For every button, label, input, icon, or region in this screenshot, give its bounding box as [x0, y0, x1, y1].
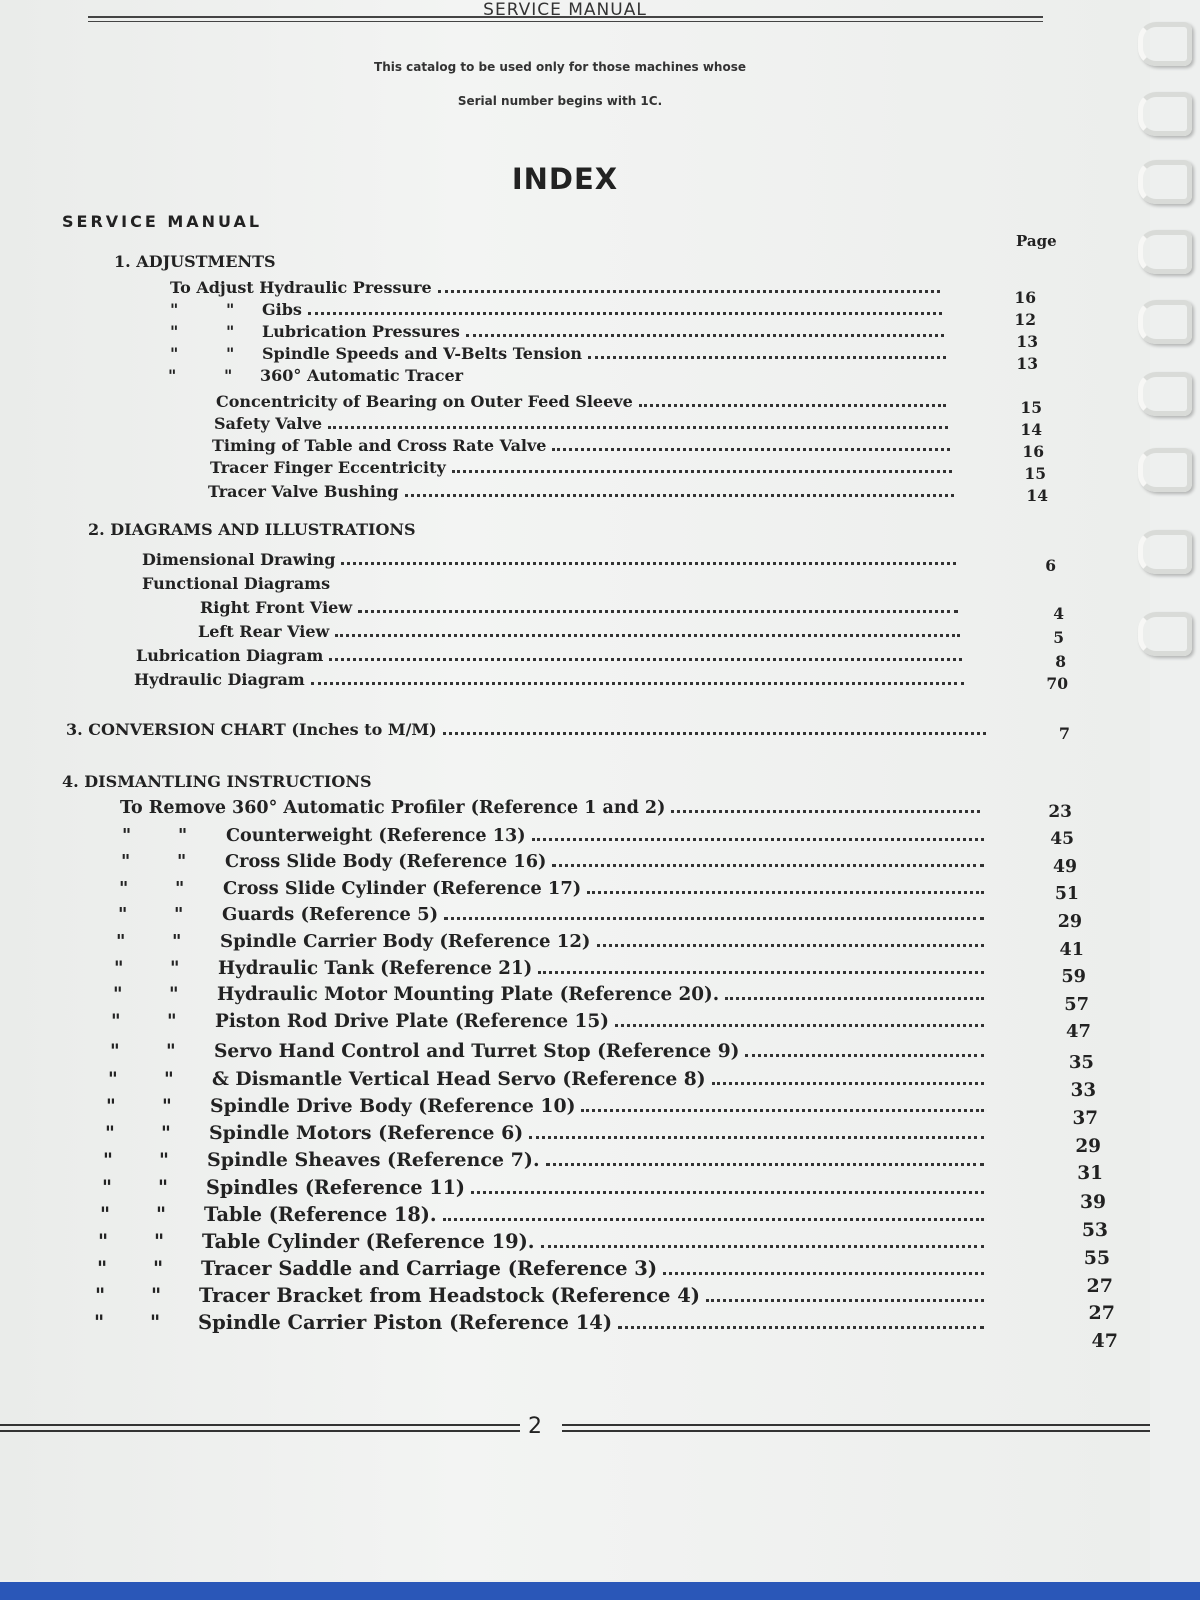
entry-label: Spindle Sheaves (Reference 7). [207, 1149, 540, 1171]
page-ref: 47 [1091, 1330, 1118, 1352]
binding-coil [1138, 160, 1192, 204]
ditto-mark: " [170, 344, 179, 363]
ditto-mark: " [111, 1011, 121, 1032]
ditto-mark: " [156, 1203, 167, 1226]
page-ref: 57 [1064, 994, 1089, 1015]
dot-leader [532, 828, 984, 841]
index-entry [210, 458, 952, 477]
ditto-mark: " [116, 931, 126, 952]
index-entry [170, 300, 942, 319]
index-entry [98, 1230, 984, 1253]
index-entry [122, 825, 984, 846]
index-entry [170, 278, 940, 297]
notice-line-2: Serial number begins with 1C. [457, 94, 663, 108]
index-entry [106, 1095, 984, 1117]
index-entry [103, 1149, 984, 1171]
index-entry [108, 1068, 984, 1090]
page-ref: 13 [1016, 332, 1038, 351]
entry-label: Lubrication Diagram [136, 646, 324, 665]
ditto-mark: " [169, 984, 179, 1005]
entry-label: Tracer Saddle and Carriage (Reference 3) [201, 1257, 658, 1280]
header-rule [88, 16, 1043, 22]
background-strip [0, 1582, 1200, 1600]
dot-leader [466, 324, 944, 337]
page-ref: 4 [1053, 604, 1064, 623]
index-entry [142, 574, 330, 593]
page-ref: 12 [1014, 310, 1036, 329]
ditto-mark: " [167, 1011, 177, 1032]
entry-label: Table Cylinder (Reference 19). [202, 1230, 535, 1253]
section-heading: 4. DISMANTLING INSTRUCTIONS [62, 772, 372, 791]
ditto-mark: " [102, 1176, 112, 1199]
dot-leader [541, 1235, 984, 1248]
ditto-mark: " [100, 1203, 111, 1226]
binding-coil [1138, 448, 1192, 492]
index-entry [110, 1041, 984, 1062]
entry-label: Tracer Bracket from Headstock (Reference 4) [199, 1284, 701, 1307]
entry-label: Guards (Reference 5) [222, 904, 439, 925]
dot-leader [618, 1316, 984, 1329]
ditto-mark: " [119, 878, 129, 899]
index-entry [114, 958, 984, 979]
page-ref: 5 [1053, 628, 1064, 647]
entry-label: Functional Diagrams [142, 574, 331, 593]
ditto-mark: " [118, 904, 128, 925]
ditto-mark: " [161, 1122, 171, 1144]
section-heading: 2. DIAGRAMS AND ILLUSTRATIONS [88, 520, 416, 539]
ditto-mark: " [175, 878, 185, 899]
entry-label: Counterweight (Reference 13) [226, 825, 526, 846]
entry-label: Spindle Carrier Body (Reference 12) [220, 931, 591, 952]
dot-leader [452, 460, 952, 473]
index-entry [170, 322, 944, 341]
ditto-mark: " [105, 1122, 115, 1144]
dot-leader [308, 302, 942, 315]
dot-leader [615, 1014, 984, 1027]
ditto-mark: " [226, 322, 235, 341]
entry-label: Spindle Speeds and V-Belts Tension [262, 344, 583, 363]
page-ref: 70 [1046, 674, 1068, 693]
page-ref: 14 [1026, 486, 1048, 505]
index-entry [94, 1311, 984, 1334]
ditto-mark: " [226, 300, 235, 319]
ditto-mark: " [106, 1095, 116, 1117]
ditto-mark: " [114, 958, 124, 979]
page-column-label: Page [1016, 232, 1057, 250]
index-entry [134, 670, 964, 689]
dot-leader [671, 800, 980, 813]
entry-label: Table (Reference 18). [204, 1203, 437, 1226]
dot-leader [443, 1208, 984, 1221]
entry-label: Dimensional Drawing [142, 550, 336, 569]
page-ref: 16 [1022, 442, 1044, 461]
dot-leader [546, 1153, 984, 1166]
index-entry [214, 414, 948, 433]
entry-label: Spindle Carrier Piston (Reference 14) [198, 1311, 613, 1334]
ditto-mark: " [121, 851, 131, 872]
ditto-mark: " [226, 344, 235, 363]
page-ref: 15 [1024, 464, 1046, 483]
ditto-mark: " [164, 1068, 174, 1090]
page-ref: 7 [1058, 724, 1070, 743]
dot-leader [328, 416, 948, 429]
page-ref: 47 [1066, 1021, 1091, 1042]
spiral-binding [1140, 0, 1200, 700]
ditto-mark: " [122, 825, 132, 846]
service-manual-label: SERVICE MANUAL [62, 212, 263, 231]
index-entry [116, 931, 984, 952]
index-entry [200, 598, 958, 617]
ditto-mark: " [151, 1284, 162, 1307]
page-ref: 8 [1055, 652, 1066, 671]
page-title: INDEX [511, 162, 619, 196]
dot-leader [552, 854, 984, 867]
entry-label: Tracer Finger Eccentricity [210, 458, 446, 477]
entry-label: Spindles (Reference 11) [206, 1176, 466, 1199]
dot-leader [329, 648, 962, 661]
page-ref: 27 [1088, 1302, 1115, 1324]
ditto-mark: " [166, 1041, 176, 1062]
index-entry [119, 878, 984, 899]
entry-label: Right Front View [200, 598, 353, 617]
index-entry [111, 1011, 984, 1032]
dot-leader [588, 346, 946, 359]
entry-label: To Adjust Hydraulic Pressure [170, 278, 432, 297]
binding-coil [1138, 300, 1192, 344]
page-ref: 37 [1072, 1108, 1098, 1129]
section-heading: 1. ADJUSTMENTS [114, 252, 276, 271]
ditto-mark: " [174, 904, 184, 925]
index-entry [118, 904, 984, 925]
ditto-mark: " [158, 1176, 168, 1199]
entry-label: Gibs [262, 300, 302, 319]
ditto-mark: " [108, 1068, 118, 1090]
index-entry [208, 482, 954, 501]
entry-label: & Dismantle Vertical Head Servo (Reference 8) [212, 1068, 706, 1090]
dot-leader [358, 600, 958, 613]
entry-label: Cross Slide Cylinder (Reference 17) [223, 878, 582, 899]
dot-leader [597, 934, 985, 947]
dot-leader [341, 552, 956, 565]
index-entry [216, 392, 946, 411]
page-ref: 49 [1053, 857, 1077, 877]
page-number: 2 [528, 1414, 542, 1439]
dot-leader [311, 672, 964, 685]
ditto-mark: " [103, 1149, 113, 1171]
index-entry [142, 550, 956, 569]
page-ref: 51 [1054, 884, 1079, 904]
entry-label: Cross Slide Body (Reference 16) [225, 851, 547, 872]
ditto-mark: " [95, 1284, 106, 1307]
index-entry [102, 1176, 984, 1199]
dot-leader [405, 484, 954, 497]
page-ref: 23 [1048, 802, 1072, 822]
ditto-mark: " [170, 322, 179, 341]
dot-leader [663, 1262, 984, 1275]
index-entry [121, 851, 984, 872]
dot-leader [438, 280, 940, 293]
index-entry [170, 344, 946, 363]
ditto-mark: " [172, 931, 182, 952]
page-ref: 31 [1077, 1163, 1103, 1184]
entry-label: Hydraulic Diagram [134, 670, 305, 689]
binding-coil [1138, 372, 1192, 416]
ditto-mark: " [113, 984, 123, 1005]
page-ref: 39 [1080, 1191, 1106, 1213]
dot-leader [587, 881, 984, 894]
page-ref: 16 [1014, 288, 1036, 307]
entry-label: Left Rear View [198, 622, 330, 641]
entry-label: 360° Automatic Tracer [260, 366, 464, 385]
dot-leader [538, 961, 984, 974]
dot-leader [335, 624, 960, 637]
footer-rule-left [0, 1424, 520, 1432]
entry-label: Piston Rod Drive Plate (Reference 15) [215, 1011, 609, 1032]
binding-coil [1138, 92, 1192, 136]
index-entry [198, 622, 960, 641]
dot-leader [552, 438, 950, 451]
entry-label: Safety Valve [214, 414, 323, 433]
entry-label: Servo Hand Control and Turret Stop (Reference 9) [214, 1041, 740, 1062]
entry-label: Tracer Valve Bushing [208, 482, 399, 501]
index-entry [100, 1203, 984, 1226]
entry-label: Hydraulic Motor Mounting Plate (Reference 20). [217, 984, 720, 1005]
footer-rule-right [562, 1424, 1150, 1432]
dot-leader [444, 907, 984, 920]
page-ref: 35 [1068, 1052, 1094, 1073]
ditto-mark: " [168, 366, 177, 385]
dot-leader [725, 987, 984, 1000]
ditto-mark: " [97, 1257, 108, 1280]
page-ref: 29 [1075, 1136, 1101, 1157]
ditto-mark: " [110, 1041, 120, 1062]
section-heading: 3. CONVERSION CHART (Inches to M/M) [66, 720, 437, 739]
ditto-mark: " [177, 851, 187, 872]
dot-leader [471, 1181, 984, 1194]
ditto-mark: " [162, 1095, 172, 1117]
dot-leader [639, 394, 946, 407]
index-entry [212, 436, 950, 455]
binding-coil [1138, 530, 1192, 574]
index-entry [136, 646, 962, 665]
entry-label: Timing of Table and Cross Rate Valve [212, 436, 547, 455]
page-ref: 41 [1059, 939, 1084, 960]
index-entry [120, 798, 980, 818]
entry-label: Hydraulic Tank (Reference 21) [218, 958, 533, 979]
ditto-mark: " [154, 1230, 165, 1253]
index-entry [97, 1257, 984, 1280]
ditto-mark: " [153, 1257, 164, 1280]
running-header: SERVICE MANUAL [483, 0, 647, 20]
page-ref: 29 [1057, 912, 1082, 932]
entry-label: Spindle Motors (Reference 6) [209, 1122, 524, 1144]
page-ref: 53 [1081, 1219, 1108, 1241]
dot-leader [581, 1099, 984, 1112]
dot-leader [443, 722, 986, 735]
index-entry [113, 984, 984, 1005]
page-ref: 6 [1045, 556, 1056, 575]
ditto-mark: " [178, 825, 188, 846]
page-ref: 15 [1020, 398, 1042, 417]
notice-line-1: This catalog to be used only for those machines whose [374, 60, 746, 74]
ditto-mark: " [150, 1311, 161, 1334]
dot-leader [529, 1126, 984, 1139]
index-entry [95, 1284, 984, 1307]
index-entry [105, 1122, 984, 1144]
ditto-mark: " [170, 958, 180, 979]
section-heading-row [66, 720, 986, 739]
entry-label: To Remove 360° Automatic Profiler (Reference 1 and 2) [120, 798, 666, 818]
page-ref: 59 [1061, 966, 1086, 987]
binding-coil [1138, 22, 1192, 66]
entry-label: Lubrication Pressures [262, 322, 460, 341]
dot-leader [712, 1072, 984, 1085]
ditto-mark: " [170, 300, 179, 319]
binding-coil [1138, 230, 1192, 274]
page-ref: 13 [1016, 354, 1038, 373]
index-entry [168, 366, 463, 385]
dot-leader [706, 1289, 984, 1302]
page-ref: 27 [1086, 1275, 1113, 1297]
page-ref: 45 [1050, 829, 1074, 849]
ditto-mark: " [94, 1311, 105, 1334]
ditto-mark: " [224, 366, 233, 385]
entry-label: Concentricity of Bearing on Outer Feed Sleeve [216, 392, 633, 411]
entry-label: Spindle Drive Body (Reference 10) [210, 1095, 576, 1117]
ditto-mark: " [98, 1230, 109, 1253]
dot-leader [745, 1044, 984, 1057]
page-ref: 33 [1070, 1080, 1096, 1101]
page-ref: 55 [1083, 1247, 1110, 1269]
ditto-mark: " [159, 1149, 169, 1171]
page-ref: 14 [1020, 420, 1042, 439]
binding-coil [1138, 612, 1192, 656]
